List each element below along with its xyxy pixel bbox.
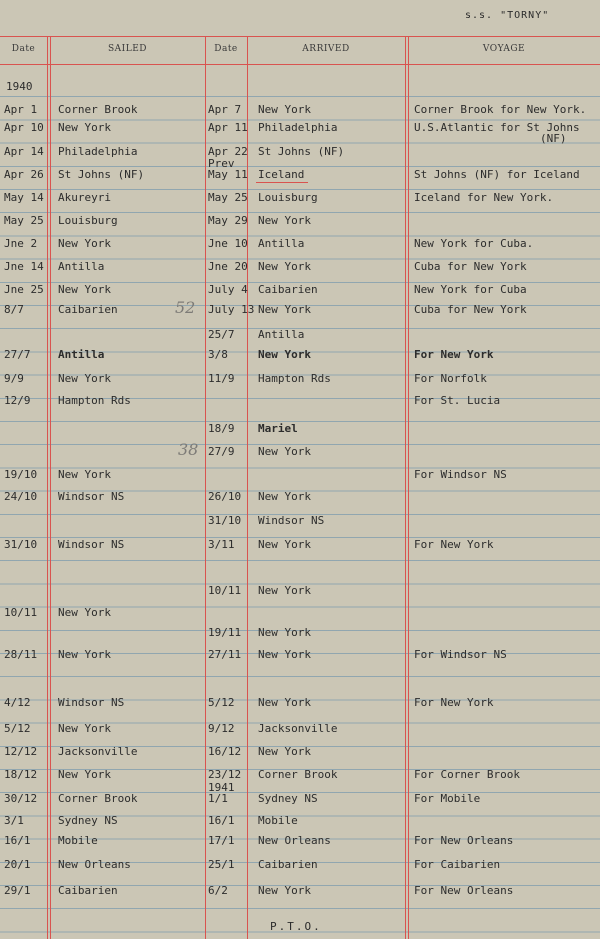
- arrived-port: Iceland: [258, 168, 305, 181]
- sailed-port: Corner Brook: [58, 103, 138, 116]
- arrived-port: New York: [258, 626, 311, 639]
- arrived-date: July 13: [208, 303, 255, 316]
- arrived-port: New York: [258, 348, 311, 361]
- voyage-text: For New York: [414, 696, 494, 709]
- arrived-port: Corner Brook: [258, 768, 338, 781]
- voyage-text: Cuba for New York: [414, 303, 527, 316]
- arrived-date-note: 1941: [208, 781, 235, 794]
- arrived-date: May 11: [208, 168, 248, 181]
- arrived-port: New York: [258, 260, 311, 273]
- sailed-port: New York: [58, 722, 111, 735]
- sailed-date: 8/7: [4, 303, 24, 316]
- sailed-date: Apr 14: [4, 145, 44, 158]
- sailed-date: 31/10: [4, 538, 38, 551]
- arrived-date: Apr 11: [208, 121, 248, 134]
- sailed-date: Apr 1: [4, 103, 38, 116]
- arrived-date: July 4: [208, 283, 248, 296]
- sailed-port: New York: [58, 237, 111, 250]
- sailed-port: New Orleans: [58, 858, 131, 871]
- sailed-port: Windsor NS: [58, 490, 125, 503]
- arrived-date: 31/10: [208, 514, 242, 527]
- sailed-date: 12/9: [4, 394, 31, 407]
- red-underline: [256, 182, 308, 183]
- arrived-date: 18/9: [208, 422, 235, 435]
- voyage-text: New York for Cuba: [414, 283, 527, 296]
- sailed-date: 19/10: [4, 468, 38, 481]
- pencil-note-2: 38: [178, 440, 199, 459]
- voyage-text: For New Orleans: [414, 884, 514, 897]
- sailed-date: May 14: [4, 191, 44, 204]
- sailed-port: New York: [58, 283, 111, 296]
- arrived-port: Jacksonville: [258, 722, 338, 735]
- arrived-port: New York: [258, 214, 311, 227]
- voyage-text: For New York: [414, 348, 494, 361]
- header-bottom-rule: [0, 64, 600, 65]
- arrived-port: New York: [258, 584, 311, 597]
- sailed-date: Apr 26: [4, 168, 44, 181]
- sailed-date: Apr 10: [4, 121, 44, 134]
- arrived-date: 17/1: [208, 834, 235, 847]
- arrived-date: Jne 20: [208, 260, 248, 273]
- sailed-date: 30/12: [4, 792, 38, 805]
- arrived-date: 19/11: [208, 626, 242, 639]
- arrived-date: Jne 10: [208, 237, 248, 250]
- arrived-port: New York: [258, 303, 311, 316]
- voyage-text: For New York: [414, 538, 494, 551]
- arrived-date: 10/11: [208, 584, 242, 597]
- arrived-date: May 25: [208, 191, 248, 204]
- arrived-port: New York: [258, 696, 311, 709]
- sailed-port: New York: [58, 648, 111, 661]
- arrived-port: Caibarien: [258, 283, 318, 296]
- sailed-date: 29/1: [4, 884, 31, 897]
- column-rule-2: [205, 36, 206, 939]
- arrived-date: 3/8: [208, 348, 228, 361]
- arrived-port: Antilla: [258, 237, 305, 250]
- sailed-date: May 25: [4, 214, 44, 227]
- sailed-port: Philadelphia: [58, 145, 138, 158]
- voyage-text-continued: (NF): [540, 132, 567, 145]
- sailed-port: Louisburg: [58, 214, 118, 227]
- column-rule-1: [47, 36, 48, 939]
- sailed-port: New York: [58, 372, 111, 385]
- arrived-date: 27/9: [208, 445, 235, 458]
- sailed-port: Sydney NS: [58, 814, 118, 827]
- sailed-date: Jne 2: [4, 237, 38, 250]
- arrived-date: 11/9: [208, 372, 235, 385]
- sailed-port: Corner Brook: [58, 792, 138, 805]
- arrived-date: 9/12: [208, 722, 235, 735]
- sailed-port: New York: [58, 121, 111, 134]
- sailed-port: New York: [58, 768, 111, 781]
- arrived-date: 16/12: [208, 745, 242, 758]
- arrived-port: New York: [258, 884, 311, 897]
- header-voyage: VOYAGE: [482, 44, 526, 54]
- arrived-port: New York: [258, 490, 311, 503]
- arrived-date: Apr 7: [208, 103, 242, 116]
- sailed-date: 4/12: [4, 696, 31, 709]
- ship-name: s.s. "TORNY": [465, 10, 550, 21]
- sailed-date: 9/9: [4, 372, 24, 385]
- arrived-date-note: Prev: [208, 157, 235, 170]
- sailed-date: 3/1: [4, 814, 24, 827]
- arrived-port: New York: [258, 445, 311, 458]
- voyage-text: For Caibarien: [414, 858, 501, 871]
- arrived-date: 3/11: [208, 538, 235, 551]
- sailed-port: Caibarien: [58, 303, 118, 316]
- sailed-port: New York: [58, 468, 111, 481]
- arrived-port: Mariel: [258, 422, 298, 435]
- voyage-text: For Windsor NS: [414, 468, 507, 481]
- header-date-arrived: Date: [214, 44, 238, 54]
- sailed-port: Windsor NS: [58, 696, 125, 709]
- arrived-port: Windsor NS: [258, 514, 325, 527]
- sailed-date: 10/11: [4, 606, 38, 619]
- sailed-date: 18/12: [4, 768, 38, 781]
- voyage-text: For Windsor NS: [414, 648, 507, 661]
- arrived-port: Antilla: [258, 328, 305, 341]
- arrived-port: New Orleans: [258, 834, 331, 847]
- column-rule-4: [405, 36, 406, 939]
- arrived-date: May 29: [208, 214, 248, 227]
- sailed-date: 24/10: [4, 490, 38, 503]
- sailed-port: Mobile: [58, 834, 98, 847]
- voyage-text: New York for Cuba.: [414, 237, 534, 250]
- sailed-port: Hampton Rds: [58, 394, 131, 407]
- voyage-text: Cuba for New York: [414, 260, 527, 273]
- sailed-port: Antilla: [58, 348, 105, 361]
- arrived-date: 23/12: [208, 768, 242, 781]
- sailed-date: 27/7: [4, 348, 31, 361]
- voyage-text: St Johns (NF) for Iceland: [414, 168, 580, 181]
- arrived-port: St Johns (NF): [258, 145, 345, 158]
- sailed-port: St Johns (NF): [58, 168, 145, 181]
- sailed-port: Akureyri: [58, 191, 111, 204]
- arrived-date: 25/7: [208, 328, 235, 341]
- header-sailed: SAILED: [108, 44, 147, 54]
- sailed-date: 20/1: [4, 858, 31, 871]
- page-footer-pto: P.T.O.: [270, 920, 322, 933]
- arrived-date: 27/11: [208, 648, 242, 661]
- arrived-date: 6/2: [208, 884, 228, 897]
- voyage-text: For St. Lucia: [414, 394, 501, 407]
- pencil-note-1: 52: [175, 298, 196, 317]
- arrived-date: 26/10: [208, 490, 242, 503]
- column-rule-4b: [408, 36, 409, 939]
- arrived-port: New York: [258, 745, 311, 758]
- voyage-text: For Mobile: [414, 792, 481, 805]
- voyage-text: For New Orleans: [414, 834, 514, 847]
- sailed-port: New York: [58, 606, 111, 619]
- sailed-port: Jacksonville: [58, 745, 138, 758]
- sailed-port: Caibarien: [58, 884, 118, 897]
- arrived-port: New York: [258, 538, 311, 551]
- arrived-date: 1/1: [208, 792, 228, 805]
- voyage-text: For Corner Brook: [414, 768, 520, 781]
- arrived-port: Philadelphia: [258, 121, 338, 134]
- sailed-port: Antilla: [58, 260, 105, 273]
- sailed-date: Jne 14: [4, 260, 44, 273]
- voyage-text: U.S.Atlantic for St Johns: [414, 121, 580, 134]
- arrived-port: Hampton Rds: [258, 372, 331, 385]
- arrived-port: New York: [258, 648, 311, 661]
- sailed-date: 5/12: [4, 722, 31, 735]
- voyage-text: For Norfolk: [414, 372, 487, 385]
- arrived-port: Louisburg: [258, 191, 318, 204]
- header-arrived: ARRIVED: [302, 44, 350, 54]
- voyage-text: Iceland for New York.: [414, 191, 554, 204]
- arrived-port: Caibarien: [258, 858, 318, 871]
- header-date-sailed: Date: [11, 44, 36, 54]
- arrived-date: 16/1: [208, 814, 235, 827]
- voyage-text: Corner Brook for New York.: [414, 103, 587, 116]
- year-label: 1940: [6, 80, 33, 93]
- sailed-date: 28/11: [4, 648, 38, 661]
- arrived-date: 5/12: [208, 696, 235, 709]
- arrived-port: Mobile: [258, 814, 298, 827]
- sailed-date: 16/1: [4, 834, 31, 847]
- sailed-date: 12/12: [4, 745, 38, 758]
- arrived-date: 25/1: [208, 858, 235, 871]
- header-top-rule: [0, 36, 600, 37]
- sailed-port: Windsor NS: [58, 538, 125, 551]
- column-rule-1b: [50, 36, 51, 939]
- arrived-port: Sydney NS: [258, 792, 318, 805]
- arrived-date: Apr 22: [208, 145, 248, 158]
- arrived-port: New York: [258, 103, 311, 116]
- sailed-date: Jne 25: [4, 283, 44, 296]
